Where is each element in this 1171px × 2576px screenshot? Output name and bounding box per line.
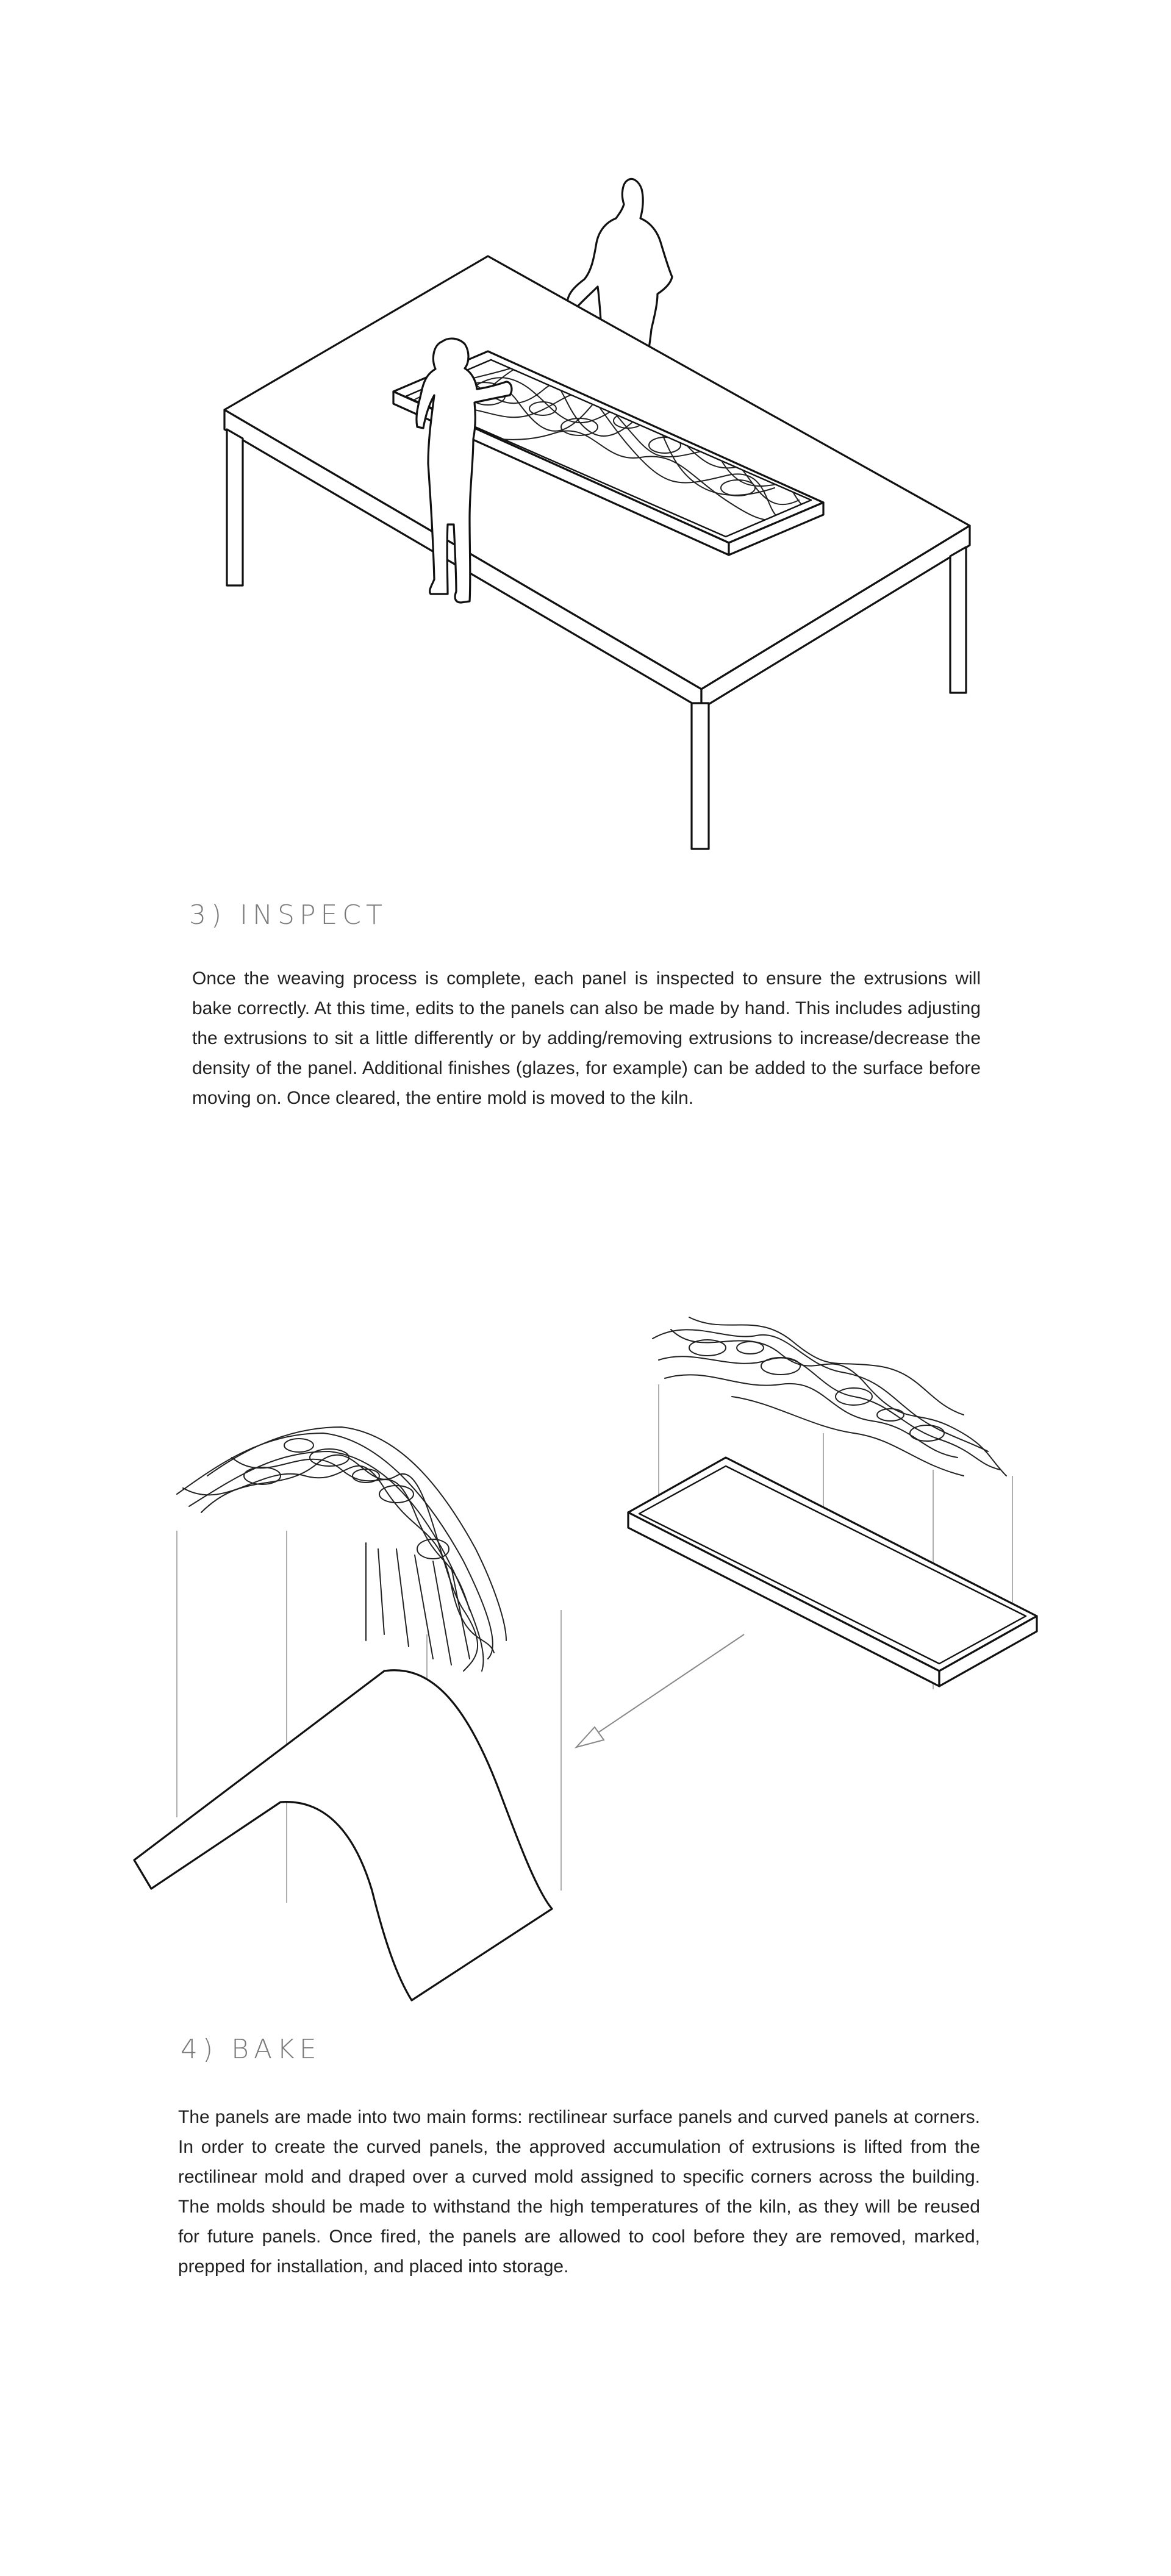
section-heading-bake: 4) BAKE [181, 2034, 321, 2065]
rectilinear-mold-tray [628, 1458, 1037, 1686]
table-leg [692, 703, 709, 849]
transfer-arrow [576, 1634, 744, 1747]
table-leg [227, 429, 243, 585]
curved-woven-panel [177, 1427, 506, 1671]
section-heading-inspect: 3) INSPECT [189, 900, 387, 931]
section-body-bake: The panels are made into two main forms: rectilinear surface panels and curved panels at corners. In order to create the curved panels, the approved accumulation of extrusions is lifted from the rectilinear mold and draped over a curved mold assigned to specific corners across the building. The molds should be made to withstand the high temperatures of the kiln, as they will be reused for future panels. Once fired, the panels are allowed to cool before they are removed, marked, prepped for installation, and placed into storage. [178, 2107, 980, 2277]
table-leg [950, 547, 966, 693]
section-body-inspect: Once the weaving process is complete, each panel is inspected to ensure the extrusions will bake correctly. At this time, edits to the panels can also be made by hand. This includes adjusting the extrusions to sit a little differently or by adding/removing extrusions to increase/decrease the density of the panel. Additional finishes (glazes, for example) can be added to the surface before moving on. Once cleared, the entire mold is moved to the kiln. [192, 968, 981, 1108]
bake-molds-illustration [122, 1293, 1067, 2025]
flat-woven-panel [653, 1317, 1006, 1476]
curved-mold [134, 1670, 552, 2000]
inspection-table-illustration [201, 159, 1019, 866]
